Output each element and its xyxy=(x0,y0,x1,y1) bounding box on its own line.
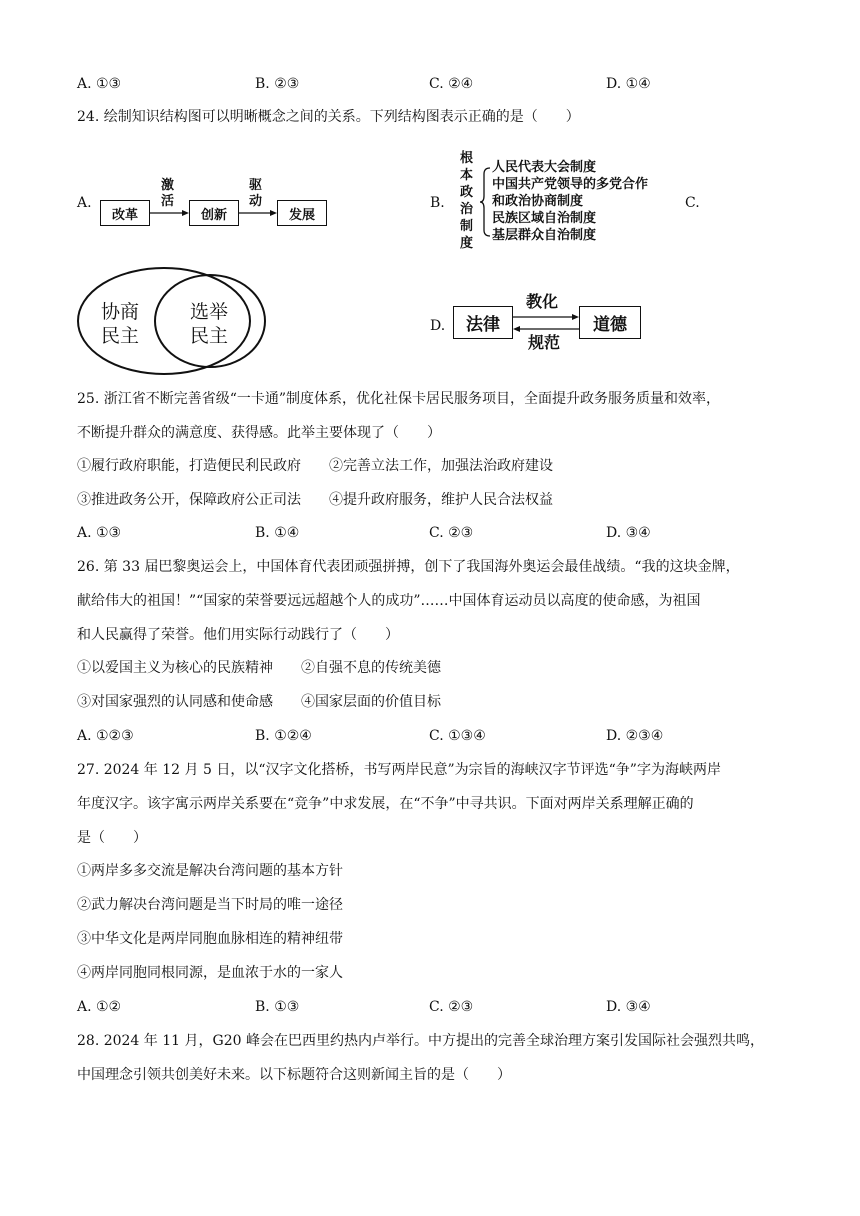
q25-option-c: C. ②③ xyxy=(429,525,474,541)
diagram-a-arrow1-label-top: 激 xyxy=(161,178,175,193)
q27-statement-2: ②武力解决台湾问题是当下时局的唯一途径 xyxy=(77,897,343,913)
diagram-c-inner-line1: 选举 xyxy=(190,301,229,323)
q26-option-a: A. ①②③ xyxy=(77,728,134,744)
q27-statement-3: ③中华文化是两岸同胞血脉相连的精神纽带 xyxy=(77,931,343,947)
q25-stem-line1: 25. 浙江省不断完善省级“一卡通”制度体系，优化社保卡居民服务项目，全面提升政务服务质量和效率， xyxy=(77,391,721,407)
q28-stem-line2: 中国理念引领共创美好未来。以下标题符合这则新闻主旨的是（ ） xyxy=(77,1067,511,1083)
diagram-b-item-5: 基层群众自治制度 xyxy=(492,228,597,243)
q27-stem-line3: 是（ ） xyxy=(77,830,147,846)
q24-label-d: D. xyxy=(430,318,446,334)
diagram-c-outer-line2: 民主 xyxy=(101,325,140,347)
diagram-a-box-innovation: 创新 xyxy=(189,200,239,226)
q24-label-c: C. xyxy=(685,195,700,211)
diagram-d-box-law: 法律 xyxy=(453,306,513,339)
q26-stem-line3: 和人民赢得了荣誉。他们用实际行动践行了（ ） xyxy=(77,627,399,643)
q23-option-a: A. ①③ xyxy=(77,76,122,92)
diagram-d-box-morality: 道德 xyxy=(579,306,641,339)
q25-statements-row1: ①履行政府职能，打造便民利民政府 ②完善立法工作，加强法治政府建设 xyxy=(77,458,553,474)
diagram-d-bottom-label: 规范 xyxy=(528,333,561,352)
q24-stem: 24. 绘制知识结构图可以明晰概念之间的关系。下列结构图表示正确的是（ ） xyxy=(77,109,580,125)
q27-statement-4: ④两岸同胞同根同源，是血浓于水的一家人 xyxy=(77,965,343,981)
q27-option-c: C. ②③ xyxy=(429,999,474,1015)
q27-option-a: A. ①② xyxy=(77,999,122,1015)
q23-option-b: B. ②③ xyxy=(255,76,300,92)
diagram-b-vt-6: 度 xyxy=(460,236,474,251)
q26-option-d: D. ②③④ xyxy=(606,728,664,744)
diagram-c-inner-line2: 民主 xyxy=(190,325,229,347)
q25-statements-row2: ③推进政务公开，保障政府公正司法 ④提升政府服务，维护人民合法权益 xyxy=(77,492,553,508)
q24-label-b: B. xyxy=(430,195,445,211)
q27-stem-line1: 27. 2024 年 12 月 5 日，以“汉字文化搭桥，书写两岸民意”为宗旨的海峡汉字节评选“争”字为海峡两岸 xyxy=(77,762,721,778)
q26-option-c: C. ①③④ xyxy=(429,728,486,744)
q27-option-b: B. ①③ xyxy=(255,999,300,1015)
q24-label-a: A. xyxy=(77,195,92,211)
diagram-b-item-2: 中国共产党领导的多党合作 xyxy=(492,177,649,192)
q27-stem-line2: 年度汉字。该字寓示两岸关系要在“竞争”中求发展，在“不争”中寻共识。下面对两岸关系理解正确的 xyxy=(77,796,694,812)
q26-statements-row1: ①以爱国主义为核心的民族精神 ②自强不息的传统美德 xyxy=(77,660,441,676)
q26-option-b: B. ①②④ xyxy=(255,728,312,744)
diagram-b-vt-5: 制 xyxy=(460,219,474,234)
diagram-b-vt-2: 本 xyxy=(460,168,474,183)
diagram-a-arrow2-label-top: 驱 xyxy=(249,178,263,193)
q28-stem-line1: 28. 2024 年 11 月，G20 峰会在巴西里约热内卢举行。中方提出的完善全球治理方案引发国际社会强烈共鸣， xyxy=(77,1033,764,1049)
q27-statement-1: ①两岸多多交流是解决台湾问题的基本方针 xyxy=(77,863,343,879)
q25-option-b: B. ①④ xyxy=(255,525,300,541)
q23-option-d: D. ①④ xyxy=(606,76,651,92)
diagram-c-outer-line1: 协商 xyxy=(101,301,140,323)
diagram-b-vt-3: 政 xyxy=(460,185,474,200)
diagram-b-item-3: 和政治协商制度 xyxy=(492,194,584,209)
diagram-b-vt-4: 治 xyxy=(460,202,474,217)
diagram-b-item-1: 人民代表大会制度 xyxy=(492,160,597,175)
diagram-d-top-label: 教化 xyxy=(526,292,559,311)
q27-option-d: D. ③④ xyxy=(606,999,651,1015)
diagram-a-box-development: 发展 xyxy=(277,200,327,226)
diagram-d-arrows xyxy=(0,0,860,400)
diagram-a-arrow1-label-bottom: 活 xyxy=(161,194,175,209)
diagram-a-arrow2-label-bottom: 动 xyxy=(249,194,263,209)
q23-option-c: C. ②④ xyxy=(429,76,474,92)
q25-stem-line2: 不断提升群众的满意度、获得感。此举主要体现了（ ） xyxy=(77,425,441,441)
diagram-a-box-reform: 改革 xyxy=(100,200,150,226)
q26-stem-line2: 献给伟大的祖国！”“国家的荣誉要远远超越个人的成功”……中国体育运动员以高度的使命感，为祖国 xyxy=(77,593,701,609)
q26-stem-line1: 26. 第 33 届巴黎奥运会上，中国体育代表团顽强拼搏，创下了我国海外奥运会最佳战绩。“我的这块金牌， xyxy=(77,559,740,575)
diagram-b-vt-1: 根 xyxy=(460,151,474,166)
q25-option-a: A. ①③ xyxy=(77,525,122,541)
q26-statements-row2: ③对国家强烈的认同感和使命感 ④国家层面的价值目标 xyxy=(77,694,441,710)
q25-option-d: D. ③④ xyxy=(606,525,651,541)
diagram-b-item-4: 民族区域自治制度 xyxy=(492,211,597,226)
